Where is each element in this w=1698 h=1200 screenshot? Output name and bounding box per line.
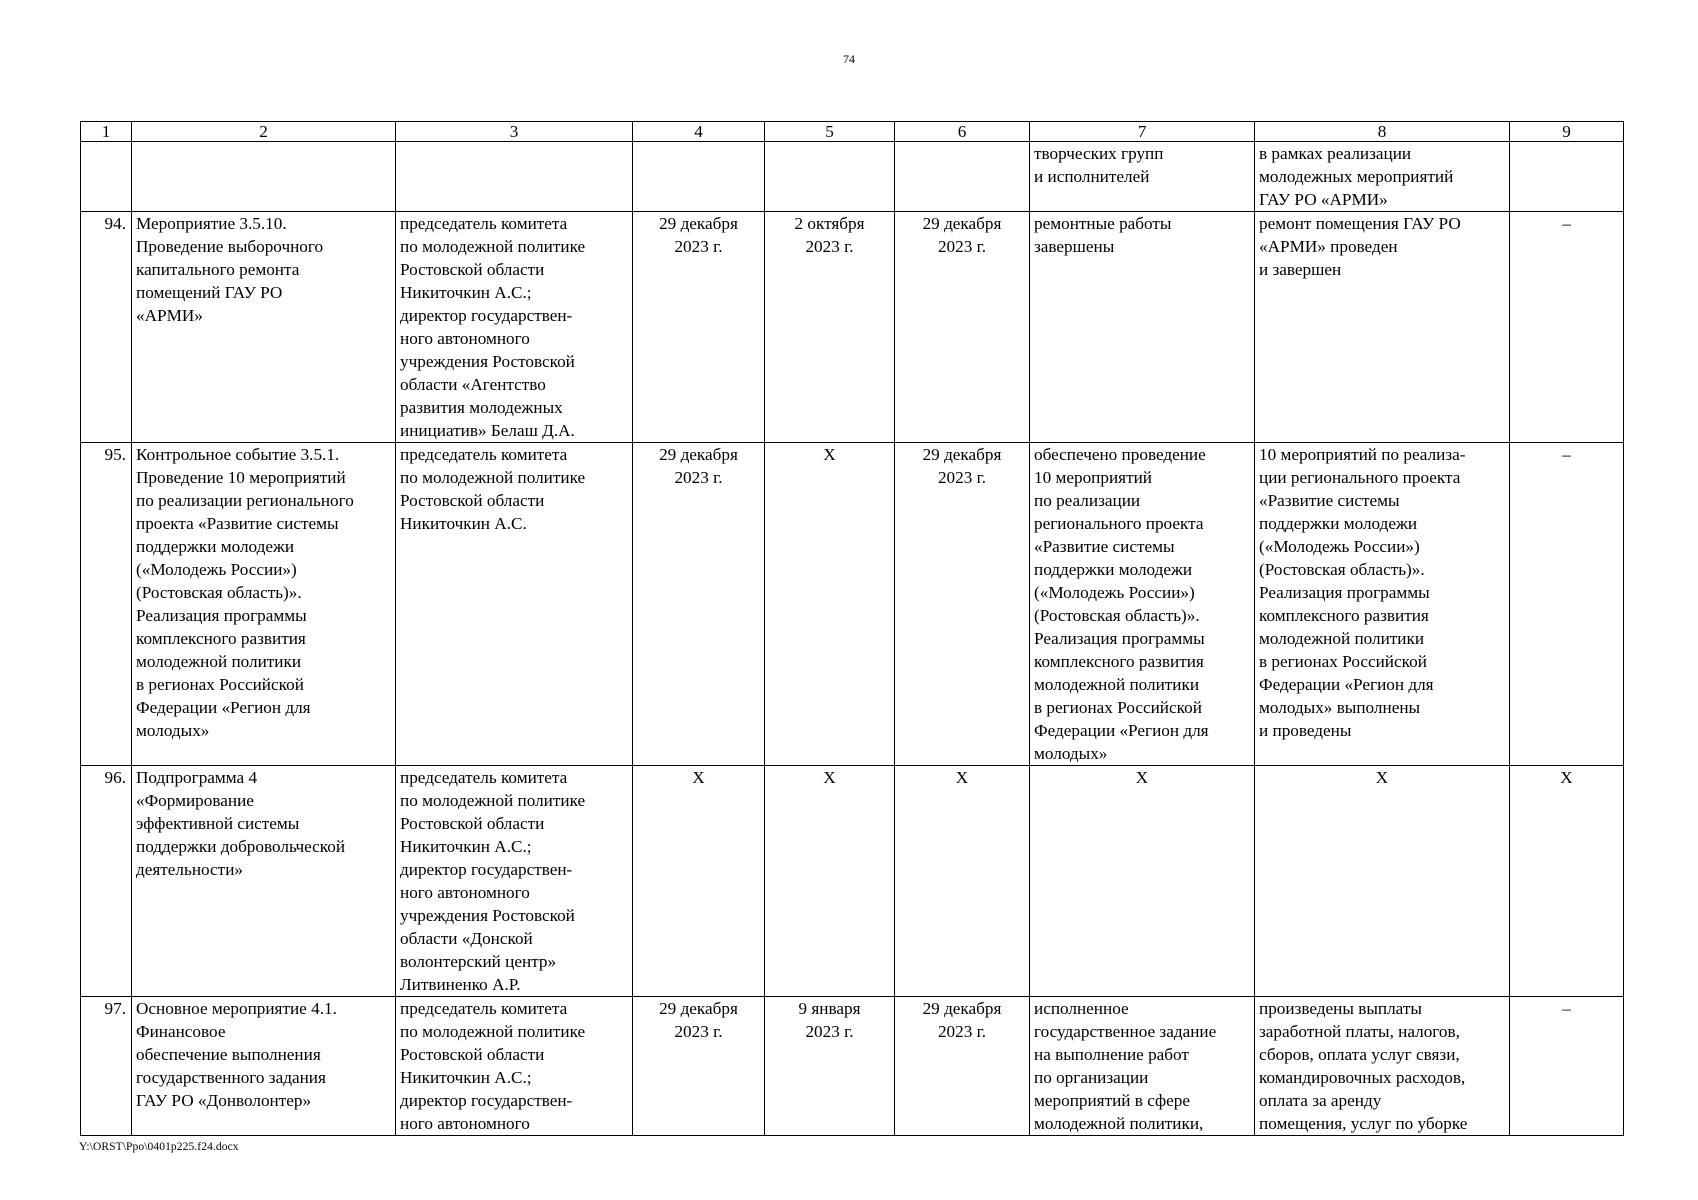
cell-planned-date: 29 декабря 2023 г.: [633, 997, 765, 1136]
cell-responsible: председатель комитета по молодежной политике Ростовской области Никиточкин А.С.; директор государствен- ного автономного: [396, 997, 633, 1136]
cell-actual-result: произведены выплаты заработной платы, налогов, сборов, оплата услуг связи, командировочных расходов, оплата за аренду помещения, услуг по уборке: [1255, 997, 1510, 1136]
cell-reasons: [1510, 142, 1624, 212]
cell-name: Мероприятие 3.5.10. Проведение выборочного капитального ремонта помещений ГАУ РО «АРМИ»: [132, 212, 396, 443]
column-number: 2: [132, 122, 396, 142]
cell-planned-date: 29 декабря 2023 г.: [633, 443, 765, 766]
cell-actual-end: [895, 142, 1030, 212]
column-number: 6: [895, 122, 1030, 142]
cell-responsible: председатель комитета по молодежной политике Ростовской области Никиточкин А.С.; директор государствен- ного автономного учреждения Ростовской области «Донской волонтерский центр» Литвиненко А.Р.: [396, 766, 633, 997]
row-number: 96.: [81, 766, 132, 997]
cell-expected-result: Х: [1030, 766, 1255, 997]
column-number: 9: [1510, 122, 1624, 142]
cell-name: Контрольное событие 3.5.1. Проведение 10 мероприятий по реализации регионального проекта «Развитие системы поддержки молодежи («Молодежь России») (Ростовская область)». Реализация программы комплексного развития молодежной политики в регионах Российской Федерации «Регион для молодых»: [132, 443, 396, 766]
document-file-path: Y:\ORST\Ppo\0401p225.f24.docx: [79, 1141, 239, 1153]
cell-actual-end: Х: [895, 766, 1030, 997]
column-number: 7: [1030, 122, 1255, 142]
table-row: [81, 443, 1624, 766]
row-number: 94.: [81, 212, 132, 443]
cell-actual-start: Х: [765, 443, 895, 766]
column-number: 5: [765, 122, 895, 142]
cell-reasons: Х: [1510, 766, 1624, 997]
cell-planned-date: Х: [633, 766, 765, 997]
table-row: [81, 766, 1624, 997]
table-row: [81, 997, 1624, 1136]
column-number: 8: [1255, 122, 1510, 142]
cell-expected-result: творческих групп и исполнителей: [1030, 142, 1255, 212]
cell-responsible: [396, 142, 633, 212]
cell-actual-end: 29 декабря 2023 г.: [895, 443, 1030, 766]
row-number: 95.: [81, 443, 132, 766]
cell-actual-result: Х: [1255, 766, 1510, 997]
plan-table: [80, 121, 1624, 1136]
cell-planned-date: 29 декабря 2023 г.: [633, 212, 765, 443]
cell-actual-start: [765, 142, 895, 212]
row-number: 97.: [81, 997, 132, 1136]
continuation-row: [81, 142, 1624, 212]
cell-actual-result: ремонт помещения ГАУ РО «АРМИ» проведен и завершен: [1255, 212, 1510, 443]
cell-actual-start: 9 января 2023 г.: [765, 997, 895, 1136]
cell-name: Основное мероприятие 4.1. Финансовое обеспечение выполнения государственного задания ГАУ РО «Донволонтер»: [132, 997, 396, 1136]
cell-expected-result: ремонтные работы завершены: [1030, 212, 1255, 443]
cell-actual-start: Х: [765, 766, 895, 997]
cell-expected-result: исполненное государственное задание на выполнение работ по организации мероприятий в сфере молодежной политики,: [1030, 997, 1255, 1136]
column-number-row: [81, 122, 1624, 142]
cell-actual-end: 29 декабря 2023 г.: [895, 997, 1030, 1136]
cell-reasons: –: [1510, 443, 1624, 766]
cell-reasons: –: [1510, 212, 1624, 443]
cell-actual-start: 2 октября 2023 г.: [765, 212, 895, 443]
cell-responsible: председатель комитета по молодежной политике Ростовской области Никиточкин А.С.; директор государствен- ного автономного учреждения Ростовской области «Агентство развития молодежных инициатив» Белаш Д.А.: [396, 212, 633, 443]
table-row: [81, 212, 1624, 443]
cell-num: [81, 142, 132, 212]
cell-actual-end: 29 декабря 2023 г.: [895, 212, 1030, 443]
column-number: 1: [81, 122, 132, 142]
cell-reasons: –: [1510, 997, 1624, 1136]
cell-expected-result: обеспечено проведение 10 мероприятий по реализации регионального проекта «Развитие системы поддержки молодежи («Молодежь России») (Ростовская область)». Реализация программы комплексного развития молодежной политики в регионах Российской Федерации «Регион для молодых»: [1030, 443, 1255, 766]
cell-actual-result: в рамках реализации молодежных мероприятий ГАУ РО «АРМИ»: [1255, 142, 1510, 212]
cell-name: [132, 142, 396, 212]
cell-actual-result: 10 мероприятий по реализа- ции регионального проекта «Развитие системы поддержки молодежи («Молодежь России») (Ростовская область)». Реализация программы комплексного развития молодежной политики в регионах Российской Федерации «Регион для молодых» выполнены и проведены: [1255, 443, 1510, 766]
cell-name: Подпрограмма 4 «Формирование эффективной системы поддержки добровольческой деятельности»: [132, 766, 396, 997]
column-number: 4: [633, 122, 765, 142]
page-number: 74: [843, 52, 855, 66]
column-number: 3: [396, 122, 633, 142]
cell-responsible: председатель комитета по молодежной политике Ростовской области Никиточкин А.С.: [396, 443, 633, 766]
cell-planned-date: [633, 142, 765, 212]
